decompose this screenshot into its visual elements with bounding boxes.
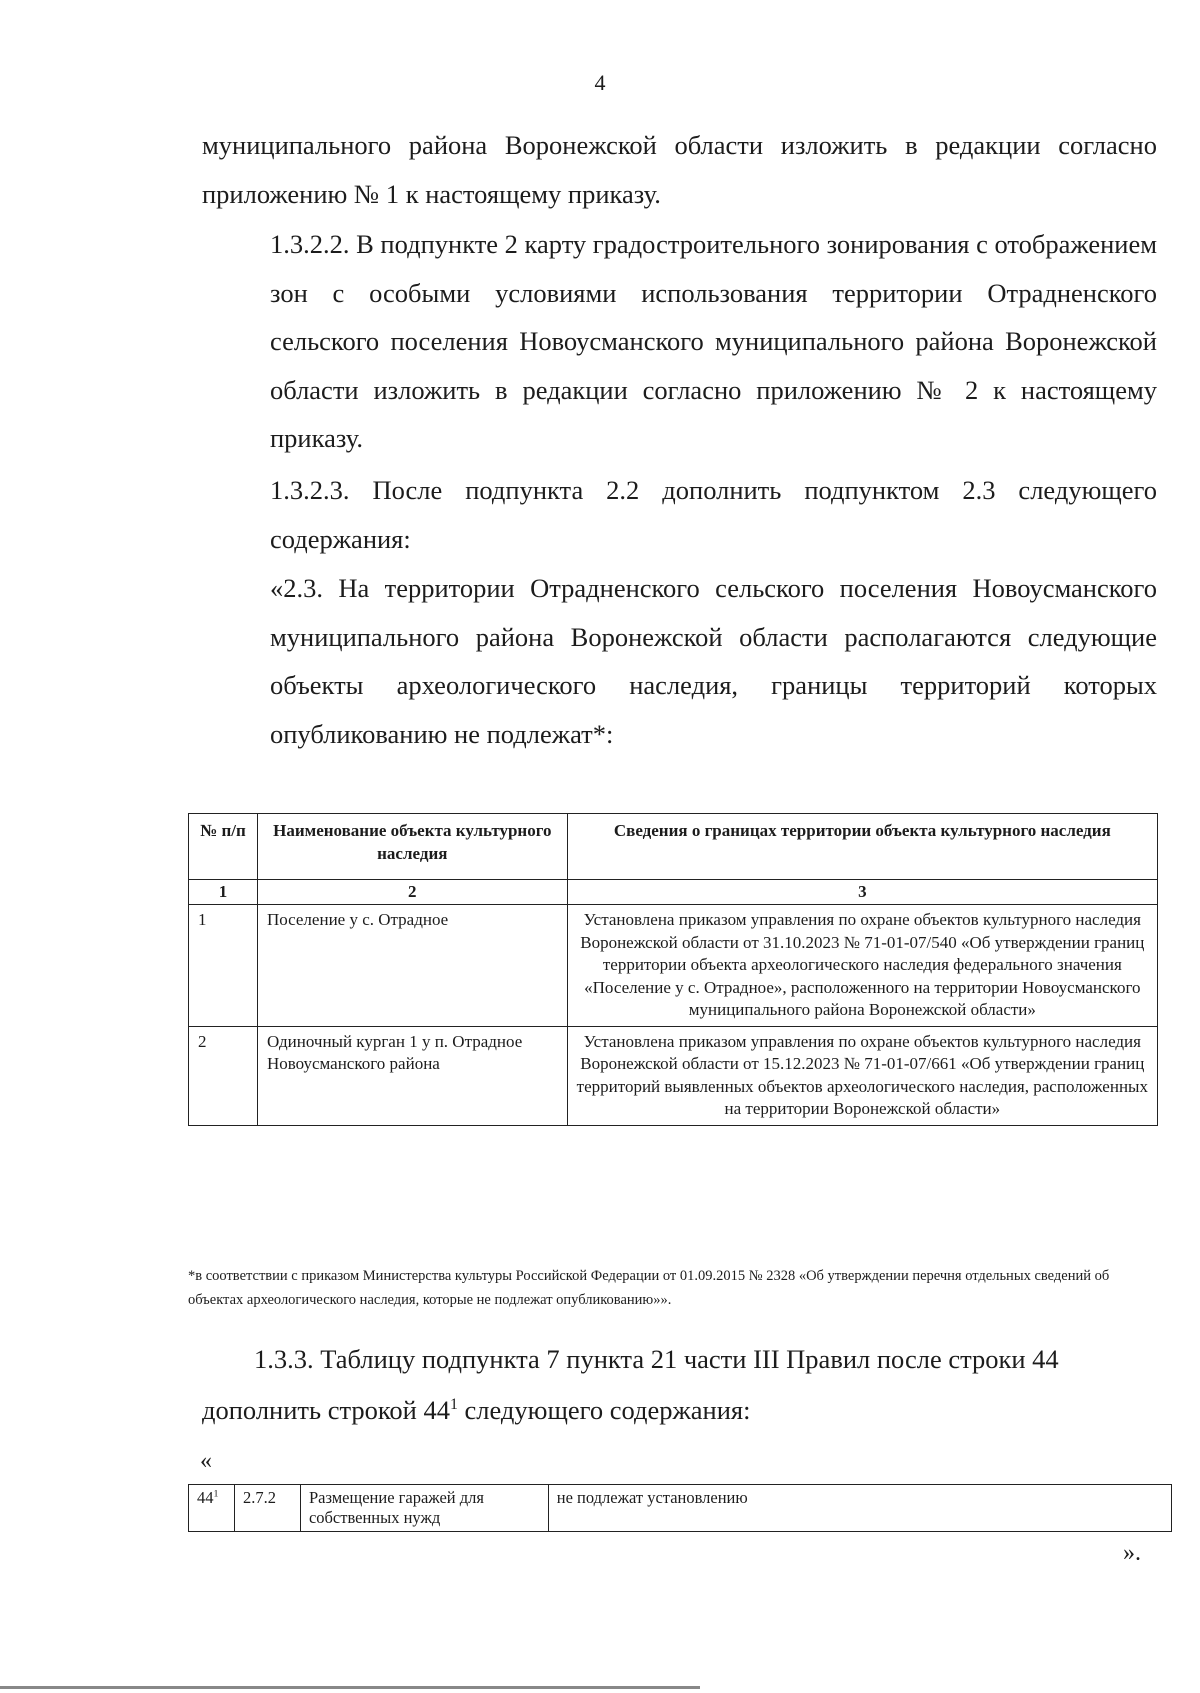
text-span: следующего содержания:	[457, 1395, 751, 1425]
footnote: *в соответствии с приказом Министерства культуры Российской Федерации от 01.09.2015 № 2328 «Об утверждении перечня отдельных сведений об объектах археологического наследия, которые не подлежат опубликованию»».	[188, 1268, 1110, 1308]
row-number: 2	[189, 1026, 258, 1125]
object-name: Поселение у с. Отрадное	[257, 905, 567, 1027]
table-header-row	[189, 814, 1158, 880]
column-number: 3	[567, 880, 1157, 905]
object-name: Одиночный курган 1 у п. Отрадное Новоусманского района	[257, 1026, 567, 1125]
opening-quote: «	[200, 1448, 212, 1474]
superscript: 1	[213, 1488, 219, 1500]
row-number	[189, 1485, 235, 1532]
column-number: 2	[257, 880, 567, 905]
heritage-objects-table	[188, 813, 1158, 1126]
row-number: 1	[189, 905, 258, 1027]
paragraph-1-3-3	[202, 1334, 1157, 1436]
column-number: 1	[189, 880, 258, 905]
table-row	[189, 905, 1158, 1027]
paragraph-line: приложению № 1 к настоящему приказу.	[202, 178, 661, 209]
row-code: 2.7.2	[234, 1485, 300, 1532]
row-number-text: 44	[197, 1488, 214, 1507]
closing-quote: ».	[1123, 1540, 1141, 1566]
text-span: дополнить строкой 44	[202, 1395, 450, 1425]
scan-edge-line	[0, 1686, 700, 1689]
row-value: не подлежат установлению	[548, 1485, 1171, 1532]
paragraph-text: 1.3.2.3. После подпункта 2.2 дополнить подпунктом 2.3 следующего содержания:	[270, 475, 1157, 554]
rules-table-row-44-1	[188, 1484, 1172, 1532]
paragraph-2-3	[202, 564, 1157, 758]
boundary-info: Установлена приказом управления по охране объектов культурного наследия Воронежской области от 31.10.2023 № 71-01-07/540 «Об утверждении границ территории объекта археологического наследия федерального значения «Поселение у с. Отрадное», расположенного на территории Новоусманского муниципального района Воронежской области»	[567, 905, 1157, 1027]
paragraph-continuation	[202, 121, 1157, 218]
paragraph-line: муниципального района Воронежской области изложить в редакции согласно	[202, 130, 1157, 160]
paragraph-1-3-2-2	[202, 220, 1157, 463]
paragraph-line: 1.3.3. Таблицу подпункта 7 пункта 21 части III Правил после строки 44	[254, 1344, 1059, 1374]
table-row	[189, 1485, 1172, 1532]
header-cell: № п/п	[189, 814, 258, 880]
paragraph-1-3-2-3	[202, 466, 1157, 563]
header-cell: Сведения о границах территории объекта культурного наследия	[567, 814, 1157, 880]
boundary-info: Установлена приказом управления по охране объектов культурного наследия Воронежской области от 15.12.2023 № 71-01-07/661 «Об утверждении границ территорий выявленных объектов археологического наследия, расположенных на территории Воронежской области»	[567, 1026, 1157, 1125]
paragraph-line	[202, 1385, 1157, 1436]
page-number: 4	[594, 70, 606, 95]
paragraph-text: «2.3. На территории Отрадненского сельского поселения Новоусманского муниципального района Воронежской области располагаются следующие объекты археологического наследия, границы территорий которых опубликованию не подлежат*:	[270, 573, 1157, 749]
column-number-row	[189, 880, 1158, 905]
paragraph-text: 1.3.2.2. В подпункте 2 карту градостроительного зонирования с отображением зон с особыми условиями использования территории Отрадненского сельского поселения Новоусманского муниципального района Воронежской области изложить в редакции согласно приложению № 2 к настоящему приказу.	[270, 229, 1157, 453]
row-name: Размещение гаражей для собственных нужд	[300, 1485, 548, 1532]
header-cell: Наименование объекта культурного наследия	[257, 814, 567, 880]
superscript: 1	[449, 1396, 458, 1414]
table-row	[189, 1026, 1158, 1125]
